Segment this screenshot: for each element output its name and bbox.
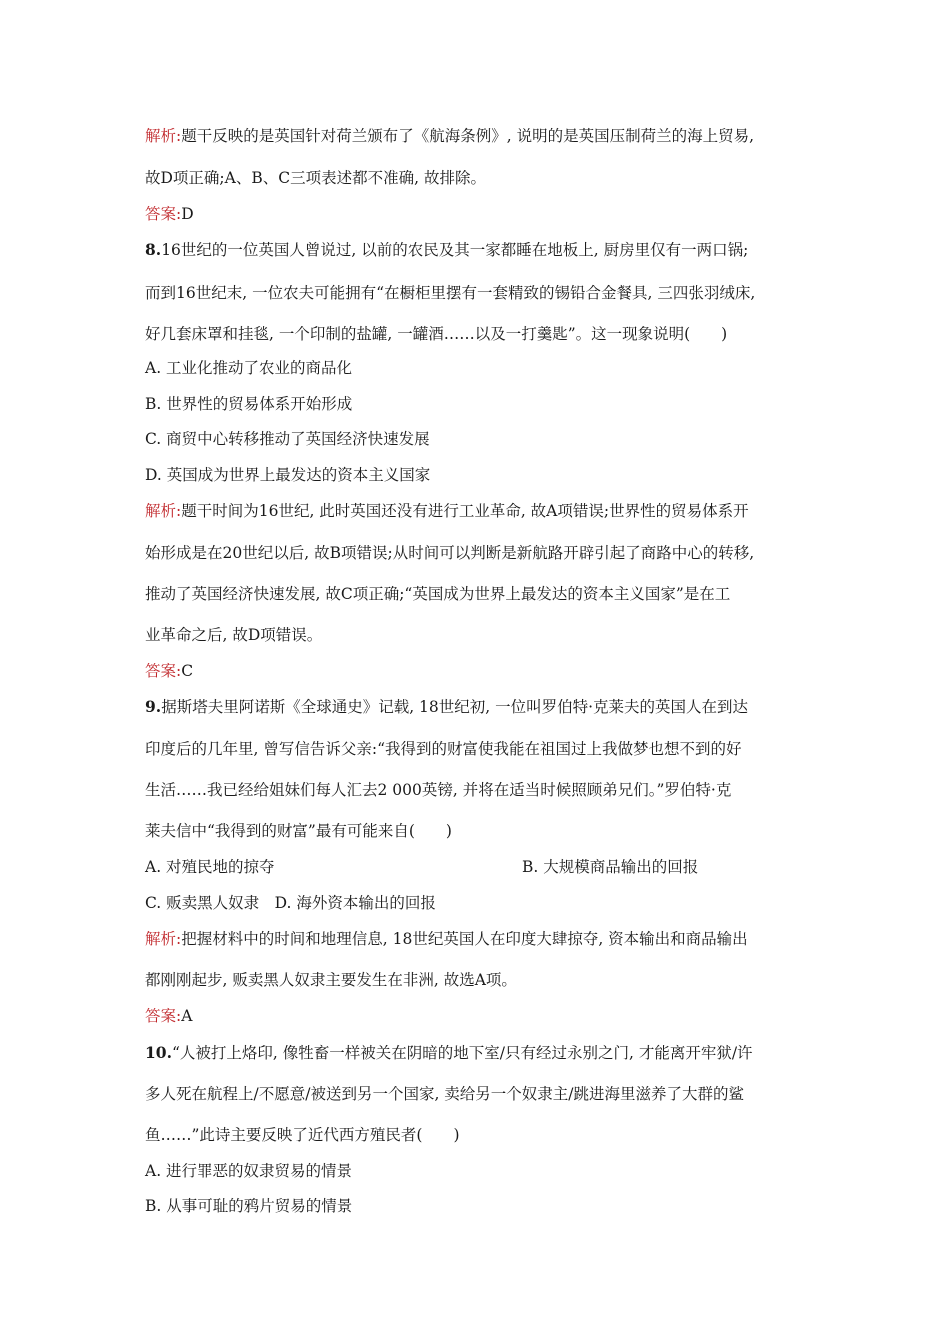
analysis-text: 把握材料中的时间和地理信息, 18世纪英国人在印度大肆掠夺, 资本输出和商品输出	[181, 930, 748, 948]
analysis-line: 都刚刚起步, 贩卖黑人奴隶主要发生在非洲, 故选A项。	[145, 971, 517, 989]
answer-value: C	[181, 662, 194, 680]
question-number: 8.	[145, 240, 162, 259]
question-text: 据斯塔夫里阿诺斯《全球通史》记载, 18世纪初, 一位叫罗伯特·克莱夫的英国人在到达	[161, 698, 749, 716]
analysis-text: 题干反映的是英国针对荷兰颁布了《航海条例》, 说明的是英国压制荷兰的海上贸易,	[181, 127, 755, 145]
analysis-line: 推动了英国经济快速发展, 故C项正确;“英国成为世界上最发达的资本主义国家”是在工	[145, 585, 731, 603]
analysis-line	[145, 929, 748, 949]
analysis-label: 解析:	[145, 127, 182, 145]
question-number: 10.	[145, 1043, 172, 1062]
answer-value: A	[181, 1007, 193, 1025]
analysis-line: 业革命之后, 故D项错误。	[145, 626, 323, 644]
question-text: “人被打上烙印, 像牲畜一样被关在阴暗的地下室/只有经过永别之门, 才能离开牢狱/许	[171, 1044, 753, 1062]
answer-line	[145, 204, 194, 224]
answer-label: 答案:	[145, 662, 182, 680]
question-9-line: 生活……我已经给姐妹们每人汇去2 000英镑, 并将在适当时候照顾弟兄们。”罗伯特·克	[145, 781, 732, 799]
analysis-label: 解析:	[145, 502, 182, 520]
analysis-line: 始形成是在20世纪以后, 故B项错误;从时间可以判断是新航路开辟引起了商路中心的转移,	[145, 544, 755, 562]
option-b: B. 从事可耻的鸦片贸易的情景	[145, 1197, 353, 1215]
option-b: B. 大规模商品输出的回报	[522, 858, 699, 876]
analysis-line: 故D项正确;A、B、C三项表述都不准确, 故排除。	[145, 169, 486, 187]
option-row: C. 贩卖黑人奴隶 D. 海外资本输出的回报	[145, 894, 436, 912]
question-9-line	[145, 697, 748, 717]
option-a: A. 进行罪恶的奴隶贸易的情景	[145, 1162, 353, 1180]
answer-value: D	[181, 205, 194, 223]
option-b: B. 世界性的贸易体系开始形成	[145, 395, 353, 413]
answer-label: 答案:	[145, 205, 182, 223]
option-c: C. 商贸中心转移推动了英国经济快速发展	[145, 430, 430, 448]
option-row	[145, 857, 699, 877]
option-a: A. 对殖民地的掠夺	[145, 858, 275, 876]
analysis-label: 解析:	[145, 930, 182, 948]
answer-line	[145, 1006, 192, 1026]
analysis-line	[145, 501, 749, 521]
question-text: 16世纪的一位英国人曾说过, 以前的农民及其一家都睡在地板上, 厨房里仅有一两口锅;	[161, 241, 749, 259]
question-8-line: 好几套床罩和挂毯, 一个印制的盐罐, 一罐酒……以及一打羹匙”。这一现象说明( )	[145, 325, 728, 343]
question-8-line: 而到16世纪末, 一位农夫可能拥有“在橱柜里摆有一套精致的锡铅合金餐具, 三四张羽绒床,	[145, 284, 756, 302]
question-9-line: 印度后的几年里, 曾写信告诉父亲:“我得到的财富使我能在祖国过上我做梦也想不到的好	[145, 740, 742, 758]
option-a: A. 工业化推动了农业的商品化	[145, 359, 353, 377]
analysis-line	[145, 126, 754, 146]
question-9-line: 莱夫信中“我得到的财富”最有可能来自( )	[145, 822, 452, 840]
answer-line	[145, 661, 193, 681]
question-8-line	[145, 240, 748, 260]
option-d: D. 英国成为世界上最发达的资本主义国家	[145, 466, 431, 484]
question-number: 9.	[145, 697, 162, 716]
question-10-line: 鱼……”此诗主要反映了近代西方殖民者( )	[145, 1126, 460, 1144]
answer-label: 答案:	[145, 1007, 182, 1025]
question-10-line: 多人死在航程上/不愿意/被送到另一个国家, 卖给另一个奴隶主/跳进海里滋养了大群的鲨	[145, 1085, 745, 1103]
question-10-line	[145, 1043, 753, 1063]
analysis-text: 题干时间为16世纪, 此时英国还没有进行工业革命, 故A项错误;世界性的贸易体系开	[181, 502, 749, 520]
